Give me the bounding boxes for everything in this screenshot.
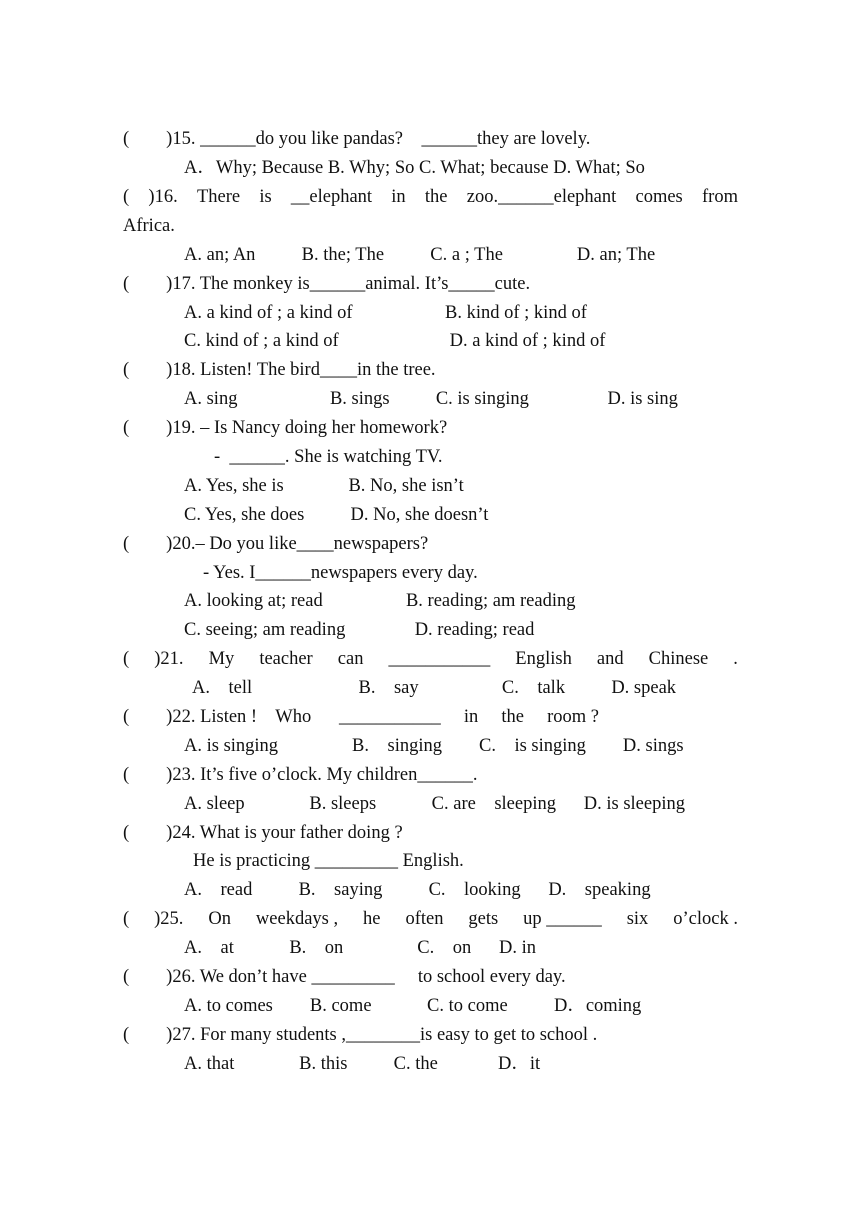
question-17-options-2: C. kind of ; a kind of D. a kind of ; kind of: [184, 331, 606, 351]
question-23: ( )23. It’s five o’clock. My children______.: [123, 765, 478, 785]
question-22: ( )22. Listen ! Who ___________ in the room ?: [123, 707, 599, 727]
question-17-options-1: A. a kind of ; a kind of B. kind of ; kind of: [184, 303, 587, 323]
q21-word: My: [208, 649, 235, 669]
q16-word: )16.: [148, 187, 178, 207]
q16-word: comes: [635, 187, 683, 207]
q25-word: (: [123, 909, 130, 929]
question-17: ( )17. The monkey is______animal. It’s_____cute.: [123, 274, 531, 294]
question-23-options: A. sleep B. sleeps C. are sleeping D. is sleeping: [184, 794, 685, 814]
question-20-options-2: C. seeing; am reading D. reading; read: [184, 620, 535, 640]
question-16: [123, 186, 738, 208]
q16-word: the: [424, 187, 448, 207]
question-16-continuation: Africa.: [123, 216, 175, 236]
q21-word: (: [123, 649, 130, 669]
question-26: ( )26. We don’t have _________ to school every day.: [123, 967, 566, 987]
question-21-options: A. tell B. say C. talk D. speak: [192, 678, 677, 698]
q25-word: up ______: [523, 909, 602, 929]
q21-word: English: [515, 649, 572, 669]
q21-word: .: [733, 649, 738, 669]
question-27-options: A. that B. this C. the D．it: [184, 1054, 541, 1074]
question-20-response: - Yes. I______newspapers every day.: [203, 563, 478, 583]
q16-word: zoo.______elephant: [466, 187, 617, 207]
question-18: ( )18. Listen! The bird____in the tree.: [123, 360, 436, 380]
question-20: ( )20.– Do you like____newspapers?: [123, 534, 429, 554]
question-21: [123, 648, 738, 670]
q21-word: ___________: [388, 649, 491, 669]
q16-word: There: [196, 187, 241, 207]
q25-word: )25.: [154, 909, 184, 929]
q25-word: he: [363, 909, 381, 929]
question-27: ( )27. For many students ,________is easy to get to school .: [123, 1025, 598, 1045]
question-15-options: A．Why; Because B. Why; So C. What; because D. What; So: [184, 158, 645, 178]
q21-word: )21.: [154, 649, 184, 669]
q25-word: often: [405, 909, 444, 929]
q21-word: and: [596, 649, 624, 669]
q25-word: On: [208, 909, 231, 929]
question-25: [123, 908, 738, 930]
question-26-options: A. to comes B. come C. to come D．coming: [184, 996, 642, 1016]
question-16-options: A. an; An B. the; The C. a ; The D. an; The: [184, 245, 656, 265]
q16-word: in: [391, 187, 406, 207]
q16-word: (: [123, 187, 130, 207]
question-24: ( )24. What is your father doing ?: [123, 823, 403, 843]
question-24-options: A. read B. saying C. looking D. speaking: [184, 880, 651, 900]
question-18-options: A. sing B. sings C. is singing D. is sing: [184, 389, 678, 409]
question-19-options-2: C. Yes, she does D. No, she doesn’t: [184, 505, 489, 525]
q21-word: Chinese: [648, 649, 709, 669]
question-19: ( )19. – Is Nancy doing her homework?: [123, 418, 448, 438]
q25-word: gets: [468, 909, 499, 929]
question-20-options-1: A. looking at; read B. reading; am reading: [184, 591, 576, 611]
question-19-response: - ______. She is watching TV.: [214, 447, 443, 467]
question-19-options-1: A. Yes, she is B. No, she isn’t: [184, 476, 464, 496]
q16-word: __elephant: [290, 187, 373, 207]
question-25-options: A. at B. on C. on D. in: [184, 938, 537, 958]
q16-word: is: [259, 187, 272, 207]
q21-word: can: [337, 649, 364, 669]
question-15: ( )15. ______do you like pandas? ______they are lovely.: [123, 129, 591, 149]
q25-word: weekdays ,: [255, 909, 339, 929]
q16-word: from: [702, 187, 738, 207]
q21-word: teacher: [259, 649, 313, 669]
q25-word: six: [626, 909, 649, 929]
question-24-response: He is practicing _________ English.: [193, 851, 464, 871]
question-22-options: A. is singing B. singing C. is singing D. sings: [184, 736, 684, 756]
q25-word: o’clock .: [673, 909, 738, 929]
